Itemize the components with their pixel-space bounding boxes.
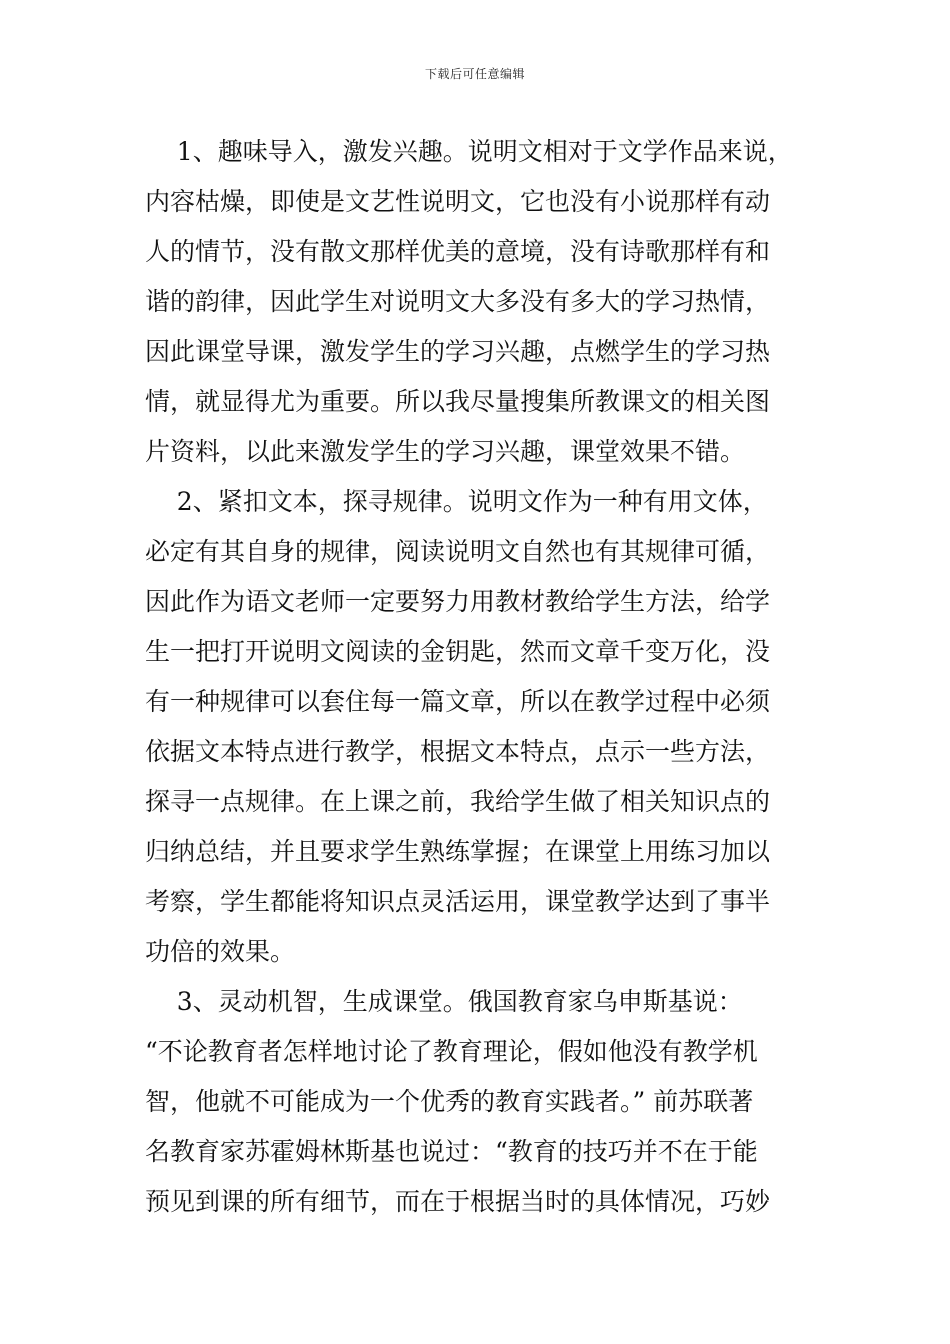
text-line: 3、灵动机智，生成课堂。俄国教育家乌申斯基说： — [145, 987, 743, 1016]
text-line: 考察，学生都能将知识点灵活运用，课堂教学达到了事半 — [145, 887, 771, 916]
text-line: 1、趣味导入，激发兴趣。说明文相对于文学作品来说， — [145, 137, 793, 166]
text-line: 有一种规律可以套住每一篇文章，所以在教学过程中必须 — [145, 687, 771, 716]
text-line: 探寻一点规律。在上课之前，我给学生做了相关知识点的 — [145, 787, 771, 816]
text-line: 因此作为语文老师一定要努力用教材教给学生方法，给学 — [145, 587, 771, 616]
text-line: “不论教育者怎样地讨论了教育理论，假如他没有教学机 — [145, 1037, 758, 1066]
text-line: 片资料，以此来激发学生的学习兴趣，课堂效果不错。 — [145, 437, 746, 466]
text-line: 必定有其自身的规律，阅读说明文自然也有其规律可循， — [145, 537, 771, 566]
text-line: 智，他就不可能成为一个优秀的教育实践者。” 前苏联著 — [145, 1087, 754, 1116]
text-line: 名教育家苏霍姆林斯基也说过：“教育的技巧并不在于能 — [145, 1137, 758, 1166]
text-line: 2、紧扣文本，探寻规律。说明文作为一种有用文体， — [145, 487, 768, 516]
text-line: 归纳总结，并且要求学生熟练掌握；在课堂上用练习加以 — [145, 837, 771, 866]
text-line: 依据文本特点进行教学，根据文本特点，点示一些方法， — [145, 737, 771, 766]
text-line: 内容枯燥，即使是文艺性说明文，它也没有小说那样有动 — [145, 187, 771, 216]
page-header: 下载后可任意编辑 — [424, 67, 525, 81]
text-line: 人的情节，没有散文那样优美的意境，没有诗歌那样有和 — [145, 237, 771, 266]
text-line: 生一把打开说明文阅读的金钥匙，然而文章千变万化，没 — [145, 637, 771, 666]
document-body — [145, 127, 793, 1227]
text-line: 谐的韵律，因此学生对说明文大多没有多大的学习热情， — [145, 287, 771, 316]
text-line: 情，就显得尤为重要。所以我尽量搜集所教课文的相关图 — [145, 387, 771, 416]
text-line: 预见到课的所有细节，而在于根据当时的具体情况，巧妙 — [145, 1187, 771, 1216]
text-line: 因此课堂导课，激发学生的学习兴趣，点燃学生的学习热 — [145, 337, 771, 366]
text-line: 功倍的效果。 — [145, 937, 296, 966]
